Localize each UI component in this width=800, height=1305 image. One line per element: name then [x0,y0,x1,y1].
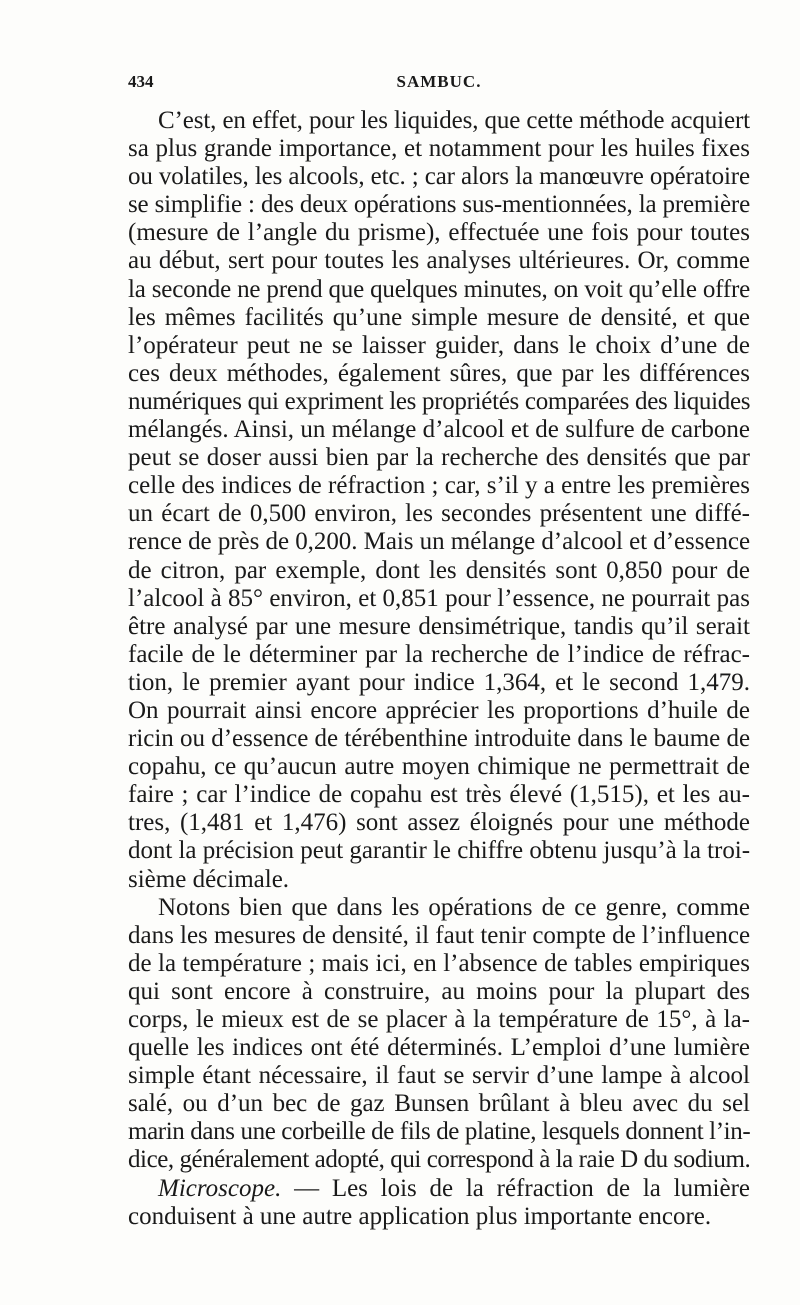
running-title: SAMBUC. [396,72,482,91]
text-line: ou volatiles, les alcools, etc. ; car alors la manœuvre opératoire [128,163,750,191]
text-line: copahu, ce qu’aucun autre moyen chimique ne permettrait de [128,753,750,781]
section-heading-italic: Microscope. [158,1174,282,1202]
text-line: (mesure de l’angle du prisme), effectuée une fois pour toutes [128,219,750,247]
page-header [128,72,750,100]
text-line: faire ; car l’indice de copahu est très élevé (1,515), et les au- [128,781,750,809]
text-line: les mêmes facilités qu’une simple mesure de densité, et que [128,303,750,331]
text-line: On pourrait ainsi encore apprécier les proportions d’huile de [128,696,750,724]
paragraph [128,107,750,894]
text-line [128,1175,750,1203]
text-line: simple étant nécessaire, il faut se servir d’une lampe à alcool [128,1062,750,1090]
text-line: dont la précision peut garantir le chiffre obtenu jusqu’à la troi- [128,837,750,865]
text-line: mélangés. Ainsi, un mélange d’alcool et de sulfure de carbone [128,416,750,444]
text-line: numériques qui expriment les propriétés comparées des liquides [128,387,751,415]
text-line-rest: — Les lois de la réfraction de la lumière [281,1174,750,1202]
text-line: Notons bien que dans les opérations de ce genre, comme [158,893,750,921]
text-line: se simplifie : des deux opérations sus-mentionnées, la première [128,191,750,219]
text-line: marin dans une corbeille de fils de platine, lesquels donnent l’in- [128,1118,751,1146]
paragraph [128,894,750,1175]
page-number: 434 [128,72,154,91]
text-line: l’opérateur peut ne se laisser guider, dans le choix d’une de [128,331,750,359]
text-line: ricin ou d’essence de térébenthine introduite dans le baume de [128,725,751,753]
text-line: C’est, en effet, pour les liquides, que cette méthode acquiert [158,107,750,134]
text-line: qui sont encore à construire, au moins pour la plupart des [128,977,750,1005]
text-line: peut se doser aussi bien par la recherche des densités que par [128,444,750,472]
text-line: être analysé par une mesure densimétrique, tandis qu’il serait [128,612,750,640]
text-line: sième décimale. [128,865,290,893]
text-line: au début, sert pour toutes les analyses ultérieures. Or, comme [128,247,750,275]
text-line: un écart de 0,500 environ, les secondes présentent une diffé- [128,500,750,528]
text-line: ces deux méthodes, également sûres, que par les différences [128,359,750,387]
text-line: l’alcool à 85° environ, et 0,851 pour l’essence, ne pourrait pas [128,584,750,612]
text-line: dice, généralement adopté, qui correspond à la raie D du sodium. [128,1146,751,1174]
paragraph [128,1175,750,1231]
text-line: conduisent à une autre application plus importante encore. [128,1202,712,1230]
text-line: de la température ; mais ici, en l’absence de tables empiriques [128,949,750,977]
text-line: facile de le déterminer par la recherche de l’indice de réfrac- [128,640,750,668]
text-line: rence de près de 0,200. Mais un mélange d’alcool et d’essence [128,528,750,556]
text-line: de citron, par exemple, dont les densités sont 0,850 pour de [128,556,750,584]
text-line: quelle les indices ont été déterminés. L’emploi d’une lumière [128,1034,750,1062]
text-line: sa plus grande importance, et notamment pour les huiles fixes [128,135,750,163]
body-text [128,107,750,1231]
text-line: corps, le mieux est de se placer à la température de 15°, à la- [128,1006,750,1033]
text-line: la seconde ne prend que quelques minutes, on voit qu’elle offre [128,275,751,303]
text-line: tres, (1,481 et 1,476) sont assez éloignés pour une méthode [128,809,750,837]
text-line: tion, le premier ayant pour indice 1,364, et le second 1,479. [128,668,750,696]
text-line: dans les mesures de densité, il faut tenir compte de l’influence [128,921,751,949]
text-line: salé, ou d’un bec de gaz Bunsen brûlant à bleu avec du sel [128,1090,750,1118]
text-line: celle des indices de réfraction ; car, s’il y a entre les premières [128,472,750,500]
